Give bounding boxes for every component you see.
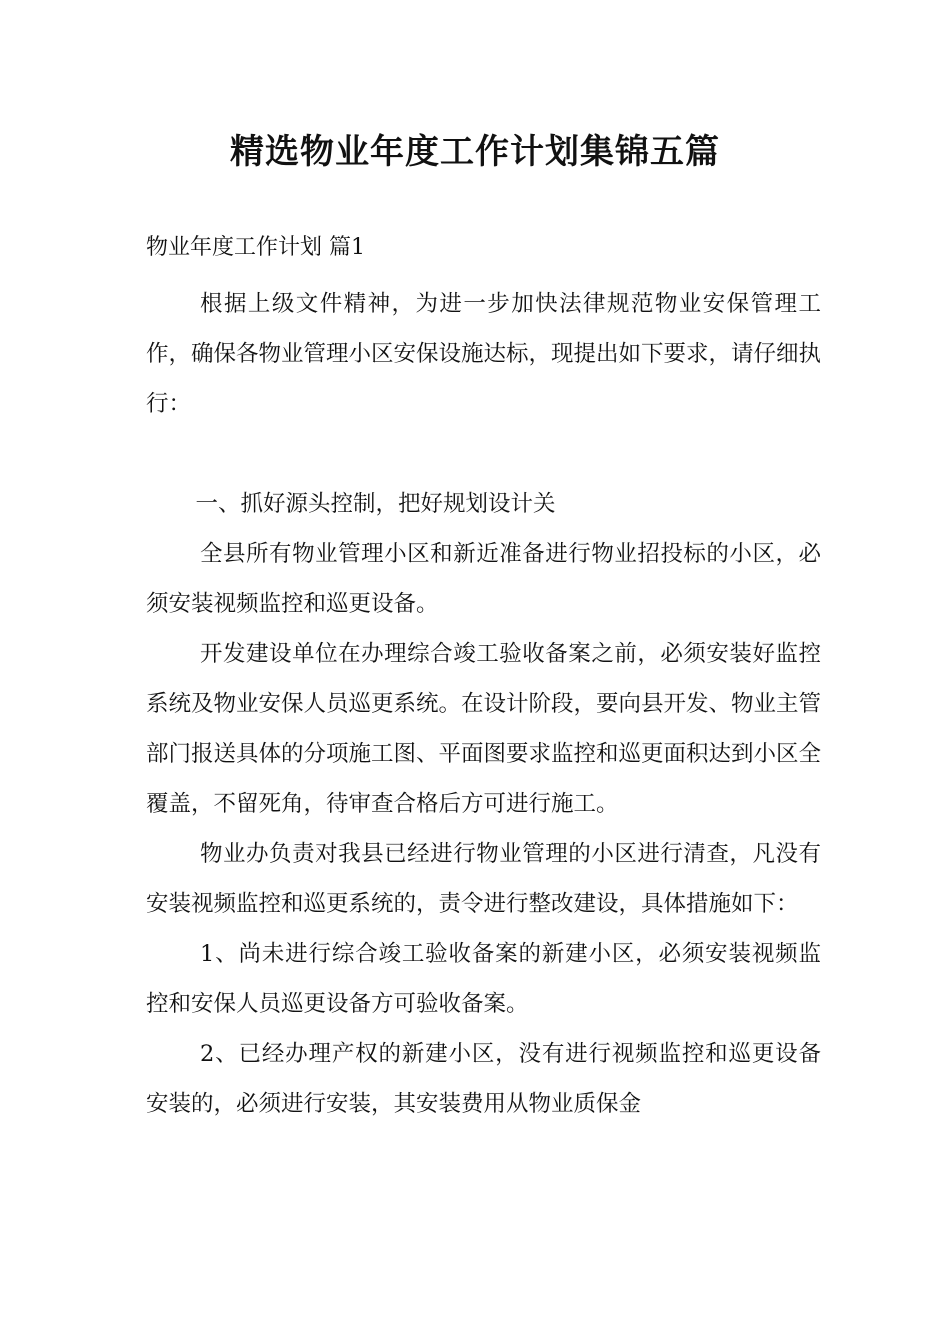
paragraph-developer: 开发建设单位在办理综合竣工验收备案之前，必须安装好监控系统及物业安保人员巡更系统。在设计阶段，要向县开发、物业主管部门报送具体的分项施工图、平面图要求监控和巡更面积达到小区全覆盖，不留死角，待审查合格后方可进行施工。 xyxy=(146,641,822,817)
paragraph-measure-2: 2、已经办理产权的新建小区，没有进行视频监控和巡更设备安装的，必须进行安装，其安装费用从物业质保金 xyxy=(146,1041,821,1117)
document-body xyxy=(146,279,821,1129)
paragraph-intro: 根据上级文件精神，为进一步加快法律规范物业安保管理工作，确保各物业管理小区安保设施达标，现提出如下要求，请仔细执行： xyxy=(146,291,822,417)
paragraph-heading-1: 一、抓好源头控制，把好规划设计关 xyxy=(195,491,556,517)
paragraph-inspection: 物业办负责对我县已经进行物业管理的小区进行清查，凡没有安装视频监控和巡更系统的，责令进行整改建设，具体措施如下： xyxy=(146,841,821,917)
section-heading: 物业年度工作计划 篇1 xyxy=(146,235,365,260)
document-title: 精选物业年度工作计划集锦五篇 xyxy=(230,132,720,172)
paragraph-measure-1: 1、尚未进行综合竣工验收备案的新建小区，必须安装视频监控和安保人员巡更设备方可验收备案。 xyxy=(146,941,821,1017)
paragraph-requirement: 全县所有物业管理小区和新近准备进行物业招投标的小区，必须安装视频监控和巡更设备。 xyxy=(146,541,821,617)
